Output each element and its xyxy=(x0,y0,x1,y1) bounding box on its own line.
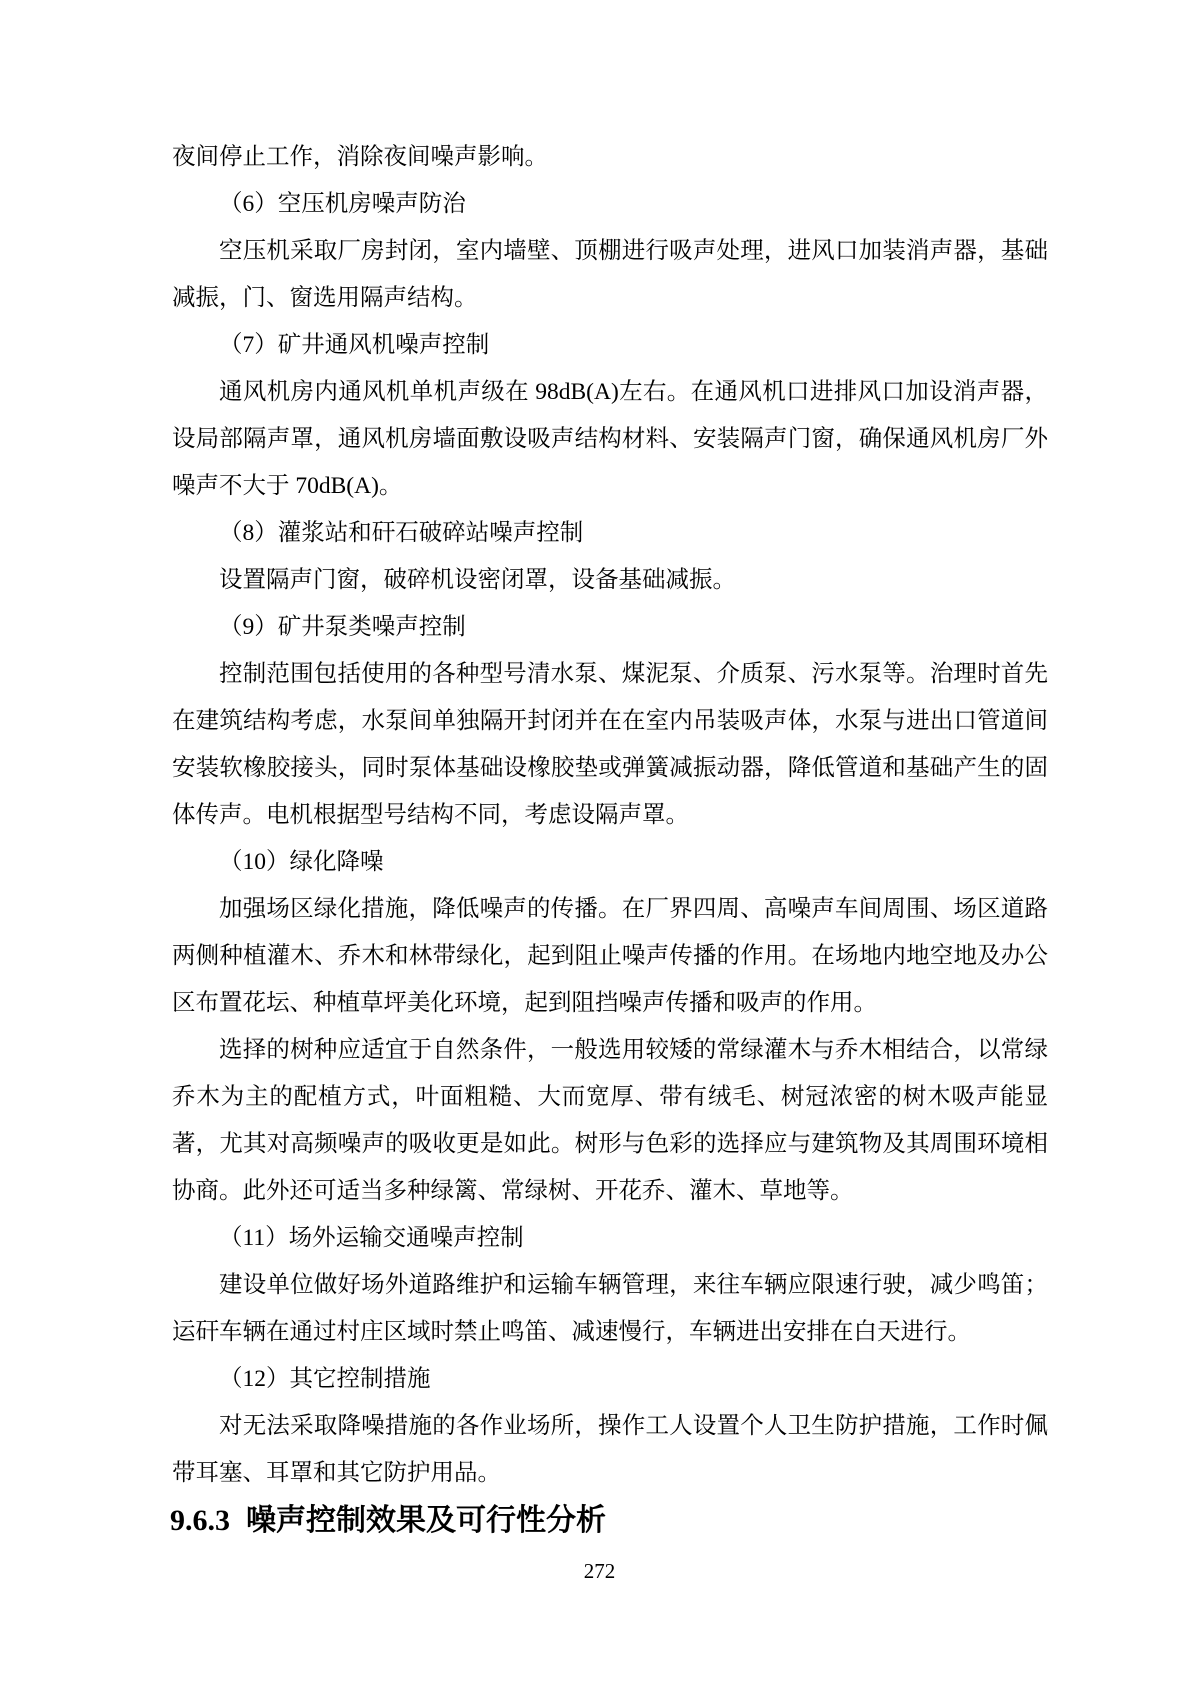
paragraph: （8）灌浆站和矸石破碎站噪声控制 xyxy=(219,520,584,546)
paragraph: 建设单位做好场外道路维护和运输车辆管理，来往车辆应限速行驶，减少鸣笛；运矸车辆在通过村庄区域时禁止鸣笛、减速慢行，车辆进出安排在白天进行。 xyxy=(172,1272,1048,1345)
paragraph: 控制范围包括使用的各种型号清水泵、煤泥泵、介质泵、污水泵等。治理时首先在建筑结构考虑，水泵间单独隔开封闭并在在室内吊装吸声体，水泵与进出口管道间安装软橡胶接头，同时泵体基础设橡胶垫或弹簧减振动器，降低管道和基础产生的固体传声。电机根据型号结构不同，考虑设隔声罩。 xyxy=(172,661,1048,828)
paragraph: 空压机采取厂房封闭，室内墙壁、顶棚进行吸声处理，进风口加装消声器，基础减振，门、窗选用隔声结构。 xyxy=(172,238,1048,311)
paragraph: （6）空压机房噪声防治 xyxy=(219,191,466,217)
paragraph: 加强场区绿化措施，降低噪声的传播。在厂界四周、高噪声车间周围、场区道路两侧种植灌木、乔木和林带绿化，起到阻止噪声传播的作用。在场地内地空地及办公区布置花坛、种植草坪美化环境，起到阻挡噪声传播和吸声的作用。 xyxy=(172,896,1048,1016)
paragraph: 设置隔声门窗，破碎机设密闭罩，设备基础减振。 xyxy=(219,567,736,593)
paragraph: 夜间停止工作，消除夜间噪声影响。 xyxy=(172,144,548,170)
paragraph: 对无法采取降噪措施的各作业场所，操作工人设置个人卫生防护措施，工作时佩带耳塞、耳罩和其它防护用品。 xyxy=(172,1413,1048,1486)
paragraph: （12）其它控制措施 xyxy=(219,1366,431,1392)
page-number: 272 xyxy=(583,1559,616,1583)
section-number: 9.6.3 xyxy=(170,1504,230,1537)
paragraph: 通风机房内通风机单机声级在 98dB(A)左右。在通风机口进排风口加设消声器，设局部隔声罩，通风机房墙面敷设吸声结构材料、安装隔声门窗，确保通风机房厂外噪声不大于 70dB(A)。 xyxy=(172,379,1048,499)
paragraph: （11）场外运输交通噪声控制 xyxy=(219,1225,524,1251)
paragraph: （9）矿井泵类噪声控制 xyxy=(219,614,466,640)
paragraph: （7）矿井通风机噪声控制 xyxy=(219,332,490,358)
section-heading xyxy=(170,1501,606,1541)
page-body xyxy=(172,134,1048,1497)
section-title: 噪声控制效果及可行性分析 xyxy=(246,1504,606,1537)
paragraph: 选择的树种应适宜于自然条件，一般选用较矮的常绿灌木与乔木相结合，以常绿乔木为主的配植方式，叶面粗糙、大而宽厚、带有绒毛、树冠浓密的树木吸声能显著，尤其对高频噪声的吸收更是如此。树形与色彩的选择应与建筑物及其周围环境相协商。此外还可适当多种绿篱、常绿树、开花乔、灌木、草地等。 xyxy=(172,1037,1048,1204)
paragraph: （10）绿化降噪 xyxy=(219,849,384,875)
